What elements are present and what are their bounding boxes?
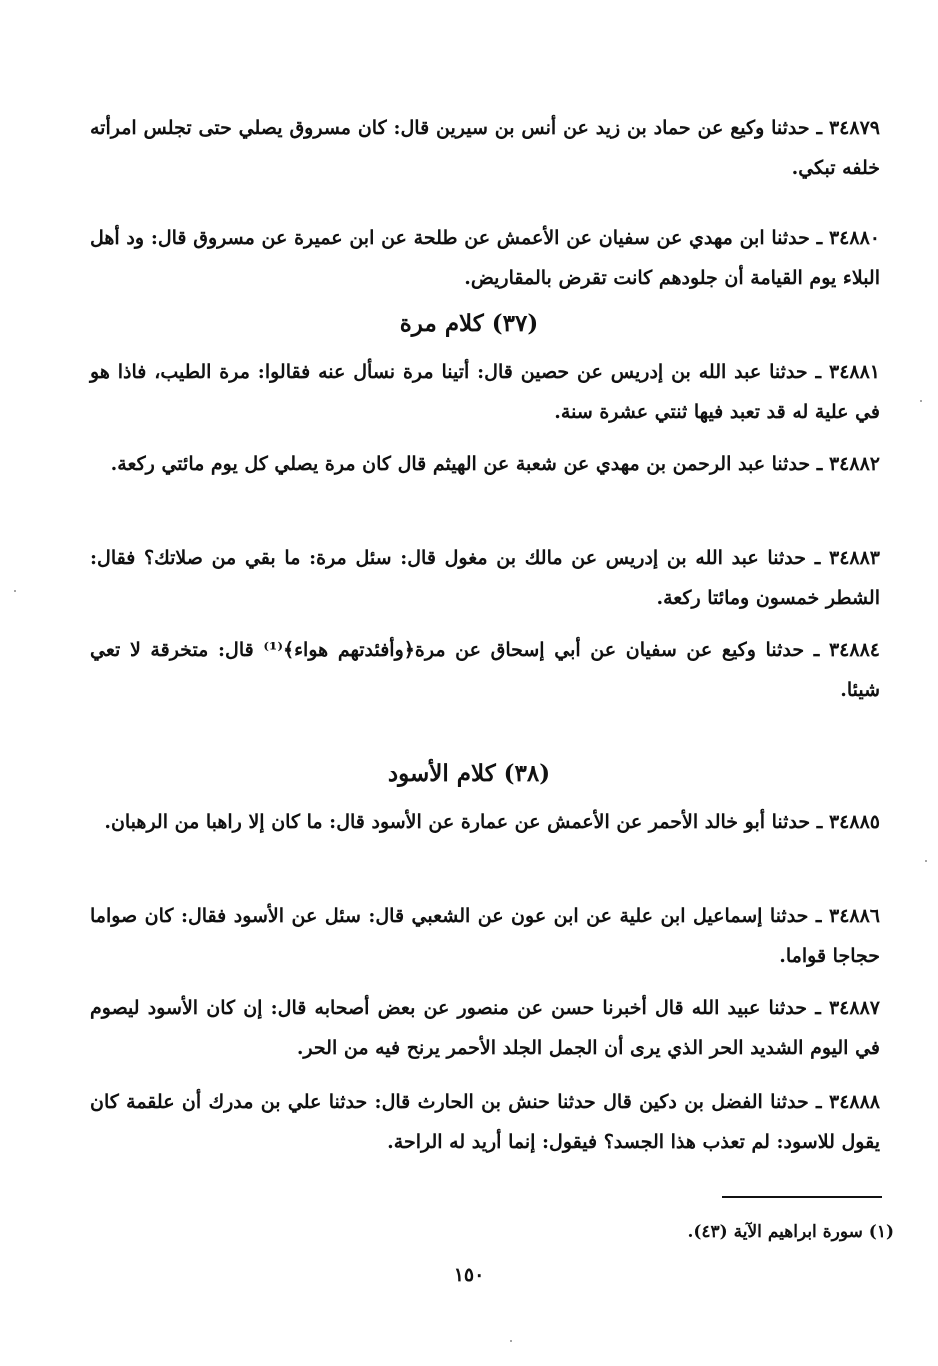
hadith-number: ٣٤٨٨٥ [828, 811, 880, 833]
hadith-paragraph: ٣٤٨٨٧ ـ حدثنا عبيد الله قال أخبرنا حسن عن منصور عن بعض أصحابه قال: إن كان الأسود ليصوم في اليوم الشديد الحر الذي يرى أن الجمل الجلد الأحمر يرنح فيه من الحر. [90, 997, 880, 1059]
footnote-divider [722, 1196, 882, 1198]
hadith-paragraph: ٣٤٨٨١ ـ حدثنا عبد الله بن إدريس عن حصين قال: أتينا مرة نسأل عنه فقالوا: مرة الطيب، فاذا هو في علية له قد تعبد فيها ثنتي عشرة سنة. [90, 361, 881, 423]
hadith-number: ٣٤٨٨٠ [828, 227, 880, 249]
hadith-text: حدثنا عبد الرحمن بن مهدي عن شعبة عن الهيثم قال كان مرة يصلي كل يوم مائتي ركعة. [110, 453, 811, 475]
section-heading: (٣٨) كلام الأسود [387, 760, 551, 787]
footnote: (١) سورة ابراهيم الآية (٤٣). [687, 1222, 894, 1242]
hadith-text: حدثنا وكيع عن سفيان عن أبي إسحاق عن مرة﴿وأفئدتهم هواء﴾⁽¹⁾ قال: متخرقة لا تعي شيئا. [90, 639, 880, 701]
hadith-text: حدثنا عبد الله بن إدريس عن مالك بن مغول قال: سئل مرة: ما بقي من صلاتك؟ فقال: الشطر خمسون ومائتا ركعة. [90, 547, 880, 609]
hadith-text: حدثنا الفضل بن دكين قال حدثنا حنش بن الحارث قال: حدثنا علي بن مدرك أن علقمة كان يقول للاسود: لم تعذب هذا الجسد؟ فيقول: إنما أريد له الراحة. [90, 1091, 880, 1153]
hadith-number: ٣٤٨٨٨ [828, 1091, 881, 1113]
page-number: ١٥٠ [453, 1264, 485, 1286]
hadith-paragraph: ٣٤٨٨٨ ـ حدثنا الفضل بن دكين قال حدثنا حنش بن الحارث قال: حدثنا علي بن مدرك أن علقمة كان يقول للاسود: لم تعذب هذا الجسد؟ فيقول: إنما أريد له الراحة. [90, 1091, 881, 1153]
hadith-paragraph: ٣٤٨٨٢ ـ حدثنا عبد الرحمن بن مهدي عن شعبة عن الهيثم قال كان مرة يصلي كل يوم مائتي ركعة. [110, 453, 880, 475]
hadith-paragraph: ٣٤٨٧٩ ـ حدثنا وكيع عن حماد بن زيد عن أنس بن سيرين قال: كان مسروق يصلي حتى تجلس امرأته خلفه تبكي. [90, 117, 880, 179]
hadith-text: حدثنا وكيع عن حماد بن زيد عن أنس بن سيرين قال: كان مسروق يصلي حتى تجلس امرأته خلفه تبكي. [90, 117, 880, 179]
scan-speck [920, 400, 922, 402]
hadith-text: حدثنا عبد الله بن إدريس عن حصين قال: أتينا مرة نسأل عنه فقالوا: مرة الطيب، فاذا هو في علية له قد تعبد فيها ثنتي عشرة سنة. [90, 361, 880, 423]
hadith-number: ٣٤٨٨١ [828, 361, 881, 383]
hadith-paragraph: ٣٤٨٨٥ ـ حدثنا أبو خالد الأحمر عن الأعمش عن عمارة عن الأسود قال: ما كان إلا راهبا من الرهبان. [104, 811, 880, 833]
hadith-number: ٣٤٨٨٤ [828, 639, 880, 661]
section-heading: (٣٧) كلام مرة [399, 310, 539, 337]
scan-speck [925, 860, 927, 862]
hadith-paragraph: ٣٤٨٨٣ ـ حدثنا عبد الله بن إدريس عن مالك بن مغول قال: سئل مرة: ما بقي من صلاتك؟ فقال: الشطر خمسون ومائتا ركعة. [90, 547, 881, 609]
hadith-text: حدثنا أبو خالد الأحمر عن الأعمش عن عمارة عن الأسود قال: ما كان إلا راهبا من الرهبان. [104, 811, 811, 833]
hadith-number: ٣٤٨٨٢ [828, 453, 880, 475]
hadith-paragraph: ٣٤٨٨٦ ـ حدثنا إسماعيل ابن علية عن ابن عون عن الشعبي قال: سئل عن الأسود فقال: كان صواما حجاجا قواما. [90, 905, 881, 967]
hadith-paragraph: ٣٤٨٨٠ ـ حدثنا ابن مهدي عن سفيان عن الأعمش عن طلحة عن ابن عميرة عن مسروق قال: ود أهل البلاء يوم القيامة أن جلودهم كانت تقرض بالمقاريض. [90, 227, 880, 289]
hadith-number: ٣٤٨٨٧ [828, 997, 880, 1019]
hadith-text: حدثنا إسماعيل ابن علية عن ابن عون عن الشعبي قال: سئل عن الأسود فقال: كان صواما حجاجا قواما. [90, 905, 880, 967]
hadith-text: حدثنا عبيد الله قال أخبرنا حسن عن منصور عن بعض أصحابه قال: إن كان الأسود ليصوم في اليوم الشديد الحر الذي يرى أن الجمل الجلد الأحمر يرنح فيه من الحر. [90, 997, 880, 1059]
hadith-number: ٣٤٨٨٦ [828, 905, 881, 927]
hadith-paragraph: ٣٤٨٨٤ ـ حدثنا وكيع عن سفيان عن أبي إسحاق عن مرة﴿وأفئدتهم هواء﴾⁽¹⁾ قال: متخرقة لا تعي شيئا. [90, 639, 880, 701]
hadith-number: ٣٤٨٧٩ [828, 117, 880, 139]
scan-speck [510, 1340, 512, 1342]
hadith-number: ٣٤٨٨٣ [828, 547, 881, 569]
hadith-text: حدثنا ابن مهدي عن سفيان عن الأعمش عن طلحة عن ابن عميرة عن مسروق قال: ود أهل البلاء يوم القيامة أن جلودهم كانت تقرض بالمقاريض. [90, 227, 880, 289]
scan-speck [14, 590, 16, 592]
